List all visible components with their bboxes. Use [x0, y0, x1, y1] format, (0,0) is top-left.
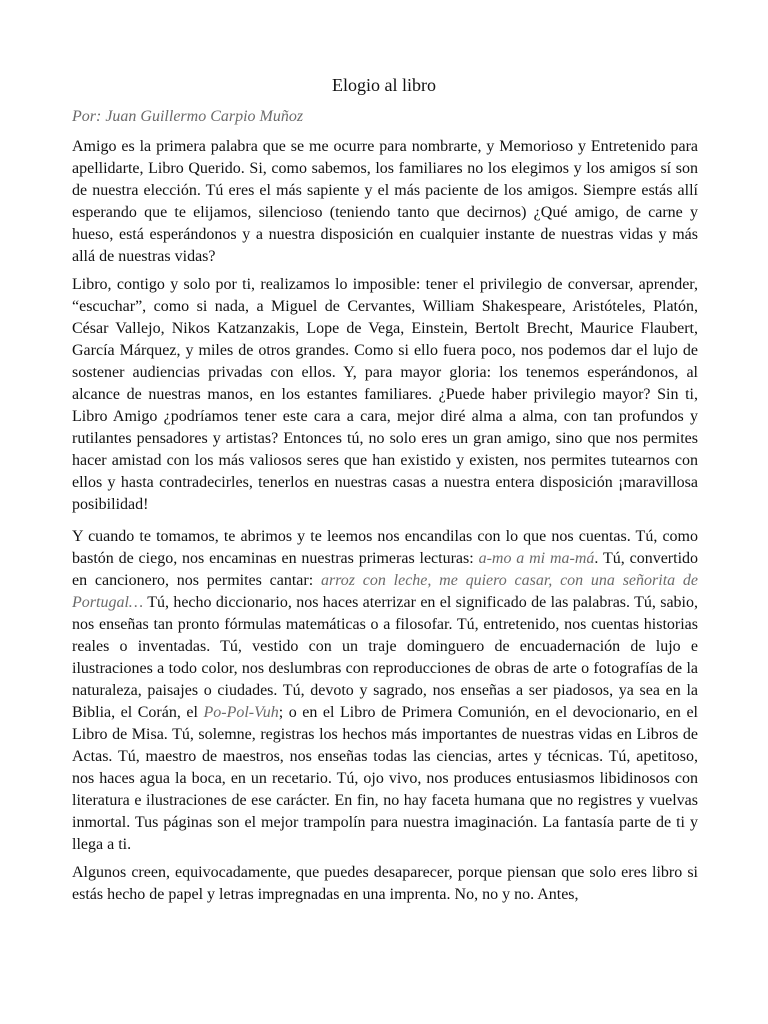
- paragraph-2: Libro, contigo y solo por ti, realizamos lo imposible: tener el privilegio de conversar, aprender, “escuchar”, como si nada, a Miguel de Cervantes, William Shakespeare, Aristóteles, Platón, César Vallejo, Nikos Katzanzakis, Lope de Vega, Einstein, Bertolt Brecht, Maurice Flaubert, García Márquez, y miles de otros grandes. Como si ello fuera poco, nos podemos dar el lujo de sostener audiencias privadas con ellos. Y, para mayor gloria: los tenemos esperándonos, al alcance de nuestras manos, en los estantes familiares. ¿Puede haber privilegio mayor? Sin ti, Libro Amigo ¿podríamos tener este cara a cara, mejor diré alma a alma, con tan profundos y rutilantes pensadores y artistas? Entonces tú, no solo eres un gran amigo, sino que nos permites hacer amistad con los más valiosos seres que han existido y existen, nos permites tutearnos con ellos y hasta contradecirles, tenerlos en nuestras casas a nuestra entera disposición ¡maravillosa posibilidad!: [72, 276, 698, 513]
- paragraph-3-text-d: ; o en el Libro de Primera Comunión, en el devocionario, en el Libro de Misa. Tú, solemne, registras los hechos más importantes de nuestras vidas en Libros de Actas. Tú, maestro de maestros, nos enseñas todas las ciencias, artes y técnicas. Tú, apetitoso, nos haces agua la boca, en un recetario. Tú, ojo vivo, nos produces entusiasmos libidinosos con literatura e ilustraciones de ese carácter. En fin, no hay faceta humana que no registres y vuelvas inmortal. Tus páginas son el mejor trampolín para nuestra imaginación. La fantasía parte de ti y llega a ti.: [72, 704, 698, 853]
- paragraph-3-text-c: Tú, hecho diccionario, nos haces aterrizar en el significado de las palabras. Tú, sabio, nos enseñas tan pronto fórmulas matemáticas o a filosofar. Tú, entretenido, nos cuentas historias reales o inventadas. Tú, vestido con un traje dominguero de encuadernación de lujo e ilustraciones a todo color, nos deslumbras con reproducciones de obras de arte o fotografías de la naturaleza, paisajes o ciudades. Tú, devoto y sagrado, nos enseñas a ser piadosos, ya sea en la Biblia, el Corán, el: [72, 594, 698, 721]
- document-title: Elogio al libro: [332, 75, 436, 95]
- quote-arroz-con-leche: arroz con leche, me quiero casar, con una señorita de Portugal…: [72, 572, 699, 611]
- paragraph-3: [72, 526, 698, 856]
- author-line: Por: Juan Guillermo Carpio Muñoz: [72, 108, 304, 125]
- paragraph-3-text-b: . Tú, convertido en cancionero, nos permites cantar:: [72, 550, 699, 589]
- quote-amo-a-mi-mama: a-mo a mi ma-má: [478, 550, 595, 567]
- paragraph-1: Amigo es la primera palabra que se me ocurre para nombrarte, y Memorioso y Entretenido para apellidarte, Libro Querido. Si, como sabemos, los familiares no los elegimos y los amigos sí son de nuestra elección. Tú eres el más sapiente y el más paciente de los amigos. Siempre estás allí esperando que te elijamos, silencioso (teniendo tanto que decirnos) ¿Qué amigo, de carne y hueso, está esperándonos y a nuestra disposición en cualquier instante de nuestras vidas y más allá de nuestras vidas?: [72, 138, 698, 265]
- paragraph-4: Algunos creen, equivocadamente, que puedes desaparecer, porque piensan que solo eres libro si estás hecho de papel y letras impregnadas en una imprenta. No, no y no. Antes,: [72, 864, 698, 903]
- paragraph-3-text-a: Y cuando te tomamos, te abrimos y te leemos nos encandilas con lo que nos cuentas. Tú, como bastón de ciego, nos encaminas en nuestras primeras lecturas:: [72, 528, 698, 567]
- quote-po-pol-vuh: Po-Pol-Vuh: [203, 704, 279, 721]
